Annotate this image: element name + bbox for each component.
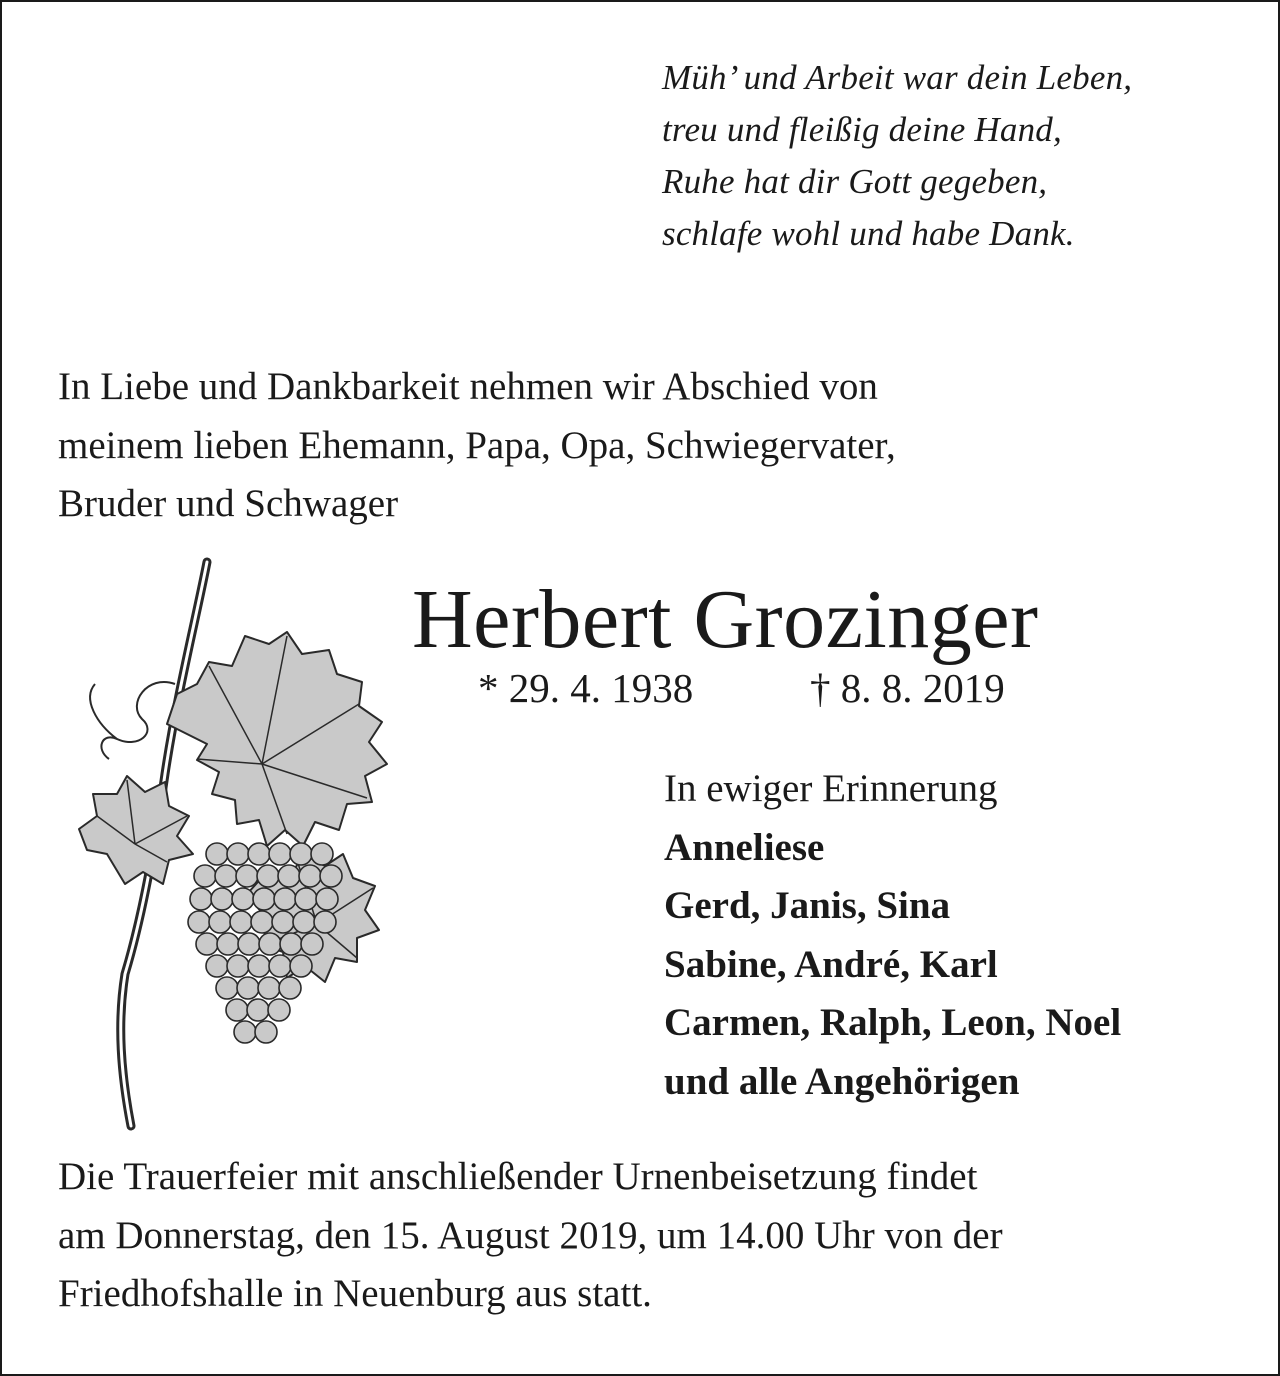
grape-berry — [248, 955, 270, 977]
poem-line: Müh’ und Arbeit war dein Leben, — [662, 58, 1133, 97]
family-member: Anneliese — [664, 825, 825, 869]
grape-berry — [253, 888, 275, 910]
grape-berry — [227, 955, 249, 977]
grape-berry — [248, 843, 270, 865]
ceremony-line: Die Trauerfeier mit anschließender Urnenbeisetzung findet — [58, 1155, 978, 1198]
grape-berry — [316, 888, 338, 910]
grape-berry — [209, 911, 231, 933]
grape-berry — [196, 933, 218, 955]
grape-berry — [268, 999, 290, 1021]
grape-berry — [290, 843, 312, 865]
grape-berry — [259, 933, 281, 955]
grape-berry — [188, 911, 210, 933]
ceremony-line: am Donnerstag, den 15. August 2019, um 14.00 Uhr von der — [58, 1213, 1003, 1257]
grape-berry — [293, 911, 315, 933]
grape-berry — [278, 865, 300, 887]
grape-berry — [230, 911, 252, 933]
vine-tendril — [101, 682, 175, 759]
grape-berry — [301, 933, 323, 955]
poem-line: treu und fleißig deine Hand, — [662, 110, 1062, 149]
grape-berry — [269, 843, 291, 865]
grape-berry — [311, 843, 333, 865]
family-member: und alle Angehörigen — [664, 1059, 1020, 1103]
poem — [662, 52, 1132, 260]
grape-berry — [236, 865, 258, 887]
grape-berry — [194, 865, 216, 887]
birth-date: * 29. 4. 1938 — [478, 665, 694, 711]
family-member: Gerd, Janis, Sina — [664, 884, 951, 927]
grape-berry — [226, 999, 248, 1021]
grape-berry — [227, 843, 249, 865]
grape-berry — [320, 865, 342, 887]
grape-berry — [237, 977, 259, 999]
ceremony-notice — [58, 1148, 1003, 1324]
grape-berry — [206, 955, 228, 977]
grape-berry — [272, 911, 294, 933]
grape-berry — [190, 888, 212, 910]
poem-line: Ruhe hat dir Gott gegeben, — [662, 162, 1048, 201]
vine-tendril — [90, 684, 117, 739]
grape-berry — [280, 933, 302, 955]
family-list — [664, 760, 1121, 1111]
grape-berry — [279, 977, 301, 999]
grape-berry — [255, 1021, 277, 1043]
deceased-name: Herbert Grozinger — [412, 573, 1039, 666]
family-member: Carmen, Ralph, Leon, Noel — [664, 1001, 1122, 1044]
ceremony-line: Friedhofshalle in Neuenburg aus statt. — [58, 1272, 652, 1315]
grape-berry — [258, 977, 280, 999]
grape-berry — [211, 888, 233, 910]
grape-berry — [215, 865, 237, 887]
vine-leaf — [79, 776, 193, 884]
grape-berry — [216, 977, 238, 999]
grape-berry — [295, 888, 317, 910]
intro-text — [58, 358, 896, 534]
intro-line: In Liebe und Dankbarkeit nehmen wir Abschied von — [58, 365, 878, 408]
intro-line: meinem lieben Ehemann, Papa, Opa, Schwiegervater, — [58, 423, 896, 467]
grape-berry — [290, 955, 312, 977]
grape-berry — [232, 888, 254, 910]
poem-line: schlafe wohl und habe Dank. — [662, 214, 1075, 253]
grape-berry — [251, 911, 273, 933]
death-date: † 8. 8. 2019 — [810, 665, 1005, 711]
grape-berry — [269, 955, 291, 977]
family-heading: In ewiger Erinnerung — [664, 767, 998, 810]
grape-berry — [274, 888, 296, 910]
intro-line: Bruder und Schwager — [58, 482, 399, 525]
grape-berry — [217, 933, 239, 955]
grape-berry — [314, 911, 336, 933]
grape-berry — [234, 1021, 256, 1043]
grape-berry — [238, 933, 260, 955]
grape-berry — [206, 843, 228, 865]
vine-leaf — [167, 632, 387, 846]
grape-berry — [247, 999, 269, 1021]
grape-berry — [299, 865, 321, 887]
grape-berry — [257, 865, 279, 887]
grapevine-icon — [47, 554, 407, 1134]
family-member: Sabine, André, Karl — [664, 942, 998, 986]
